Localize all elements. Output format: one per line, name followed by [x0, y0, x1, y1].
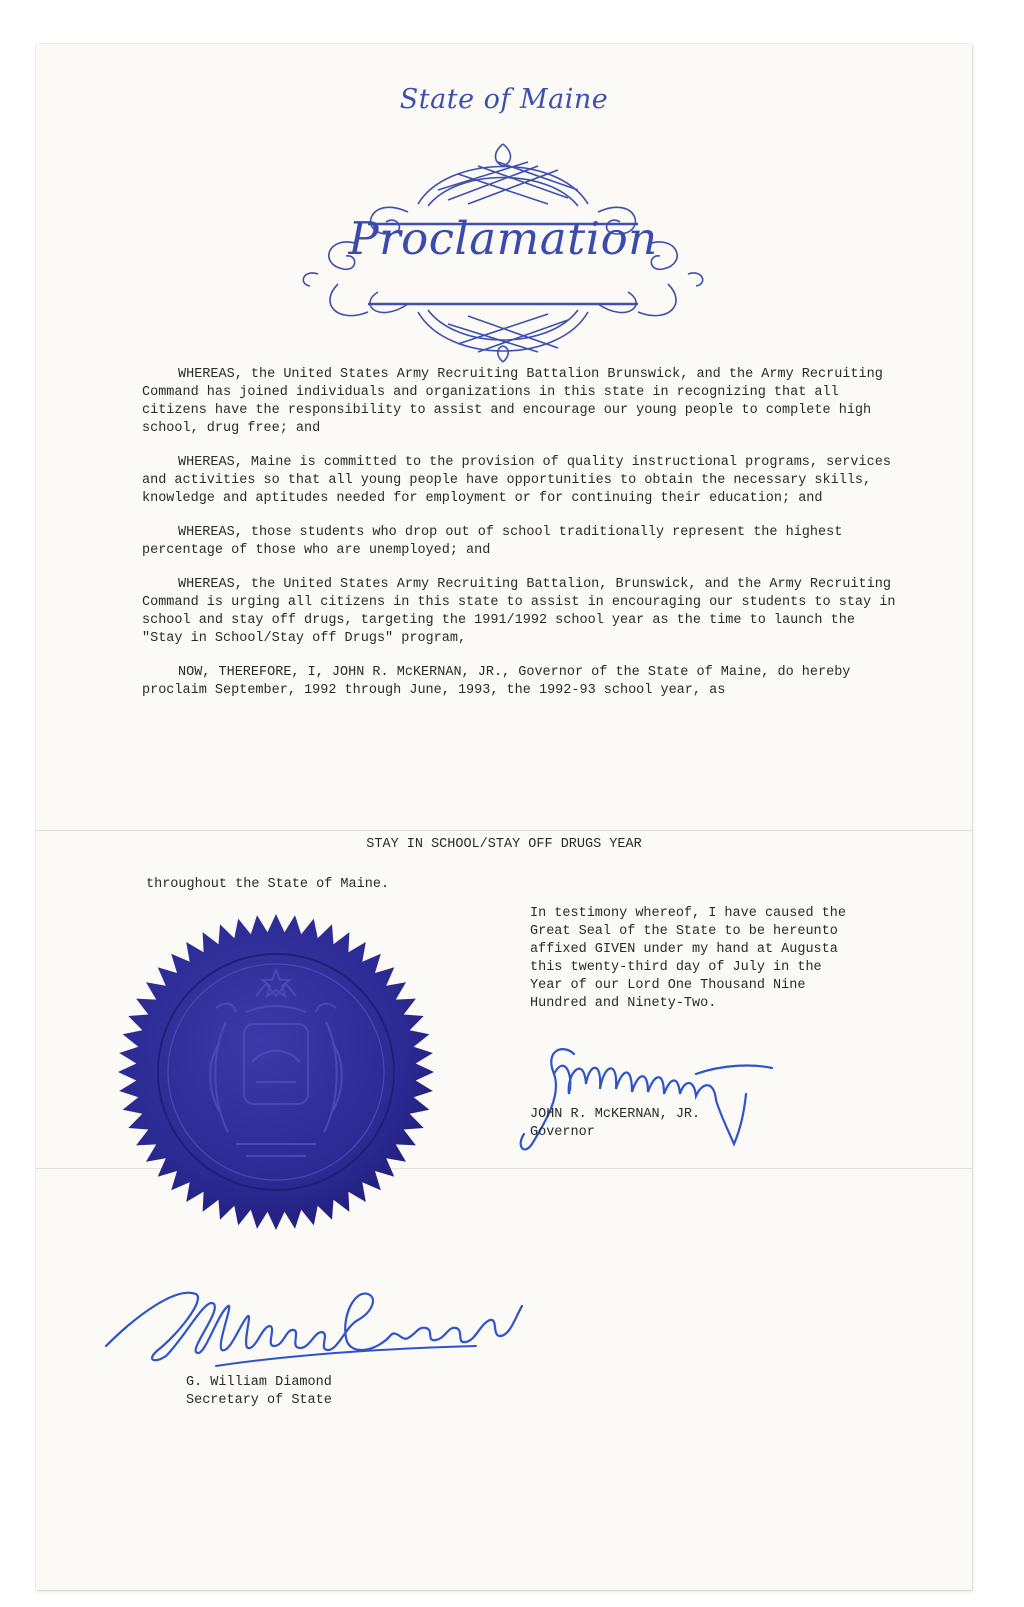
closing-line: throughout the State of Maine.: [146, 877, 390, 892]
testimony-text: In testimony whereof, I have caused the Great Seal of the State to be hereunto affixed GIVEN under my hand at Augusta this twenty-third day of July in the Year of our Lord One Thousand Nine Hundred and Ninety-Two.: [530, 906, 846, 1011]
governor-name: JOHN R. McKERNAN, JR.: [530, 1107, 701, 1122]
secretary-signature: [96, 1276, 536, 1386]
whereas-paragraph: WHEREAS, the United States Army Recruiting Battalion, Brunswick, and the Army Recruiting Command is urging all citizens in this state to assist in encouraging our students to stay in school and stay off drugs, targeting the 1991/1992 school year as the time to launch the "Stay in School/Stay off Drugs" program,: [142, 577, 896, 646]
whereas-paragraph: WHEREAS, those students who drop out of school traditionally represent the highest percentage of those who are unemployed; and: [142, 525, 843, 558]
proclaimed-title: STAY IN SCHOOL/STAY OFF DRUGS YEAR: [366, 837, 642, 852]
governor-title: Governor: [530, 1125, 595, 1140]
great-seal-icon: [116, 912, 436, 1232]
secretary-title: Secretary of State: [186, 1393, 332, 1408]
proclamation-body: [142, 366, 902, 716]
governor-signature: [514, 1034, 774, 1164]
fold-line: [36, 830, 972, 831]
now-therefore-paragraph: NOW, THEREFORE, I, JOHN R. McKERNAN, JR., Governor of the State of Maine, do hereby proclaim September, 1992 through June, 1993, the 1992-93 school year, as: [142, 665, 851, 698]
proclamation-title: Proclamation: [348, 212, 658, 265]
whereas-paragraph: WHEREAS, Maine is committed to the provision of quality instructional programs, services and activities so that all young people have opportunities to obtain the necessary skills, knowledge and aptitudes needed for employment or for continuing their education; and: [142, 455, 891, 506]
whereas-paragraph: WHEREAS, the United States Army Recruiting Battalion Brunswick, and the Army Recruiting Command has joined individuals and organizations in this state in recognizing that all citizens have the responsibility to assist and encourage our young people to complete high school, drug free; and: [142, 367, 883, 436]
state-heading: State of Maine: [399, 84, 609, 115]
proclamation-sheet: [36, 44, 972, 1590]
secretary-name: G. William Diamond: [186, 1375, 332, 1390]
